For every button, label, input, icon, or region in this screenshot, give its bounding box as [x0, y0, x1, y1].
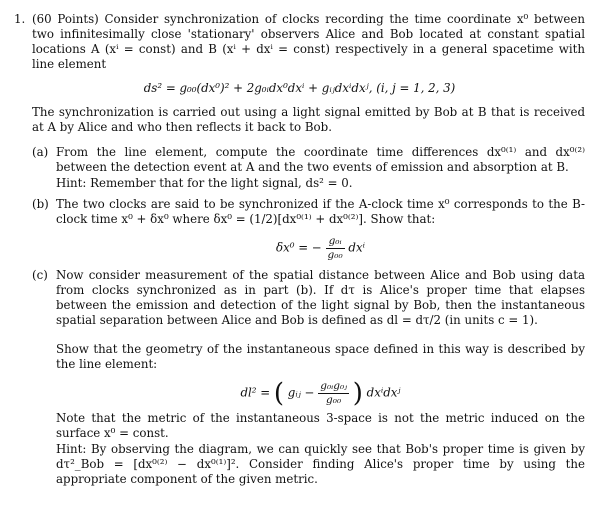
part-b-fraction — [326, 235, 345, 262]
question-number: 1. — [14, 12, 26, 26]
part-c-eq-rhs: dxⁱdxʲ — [366, 385, 401, 400]
question-intro: (60 Points) Consider synchronization of clocks recording the time coordinate x⁰ between two infinitesimally close 'stationary' observers Alice and Bob located at constant spatial locations A (xⁱ = const) and B (xⁱ + dxⁱ = const) respectively in a general spacetime with line element — [32, 12, 585, 71]
part-c-show-text: Show that the geometry of the instantaneous space defined in this way is described by the line element: — [56, 342, 585, 371]
part-c-eq-lhs: dl² = — [240, 385, 271, 400]
part-c-note: Note that the metric of the instantaneous 3-space is not the metric induced on the surface x⁰ = const. — [56, 411, 585, 440]
right-paren: ) — [352, 378, 363, 409]
part-b-eq-lhs: δx⁰ = − — [276, 240, 322, 255]
part-b-text: The two clocks are said to be synchronized if the A-clock time x⁰ corresponds to the B-clock time x⁰ + δx⁰ where δx⁰ = (1/2)[dx⁰⁽¹⁾ + dx⁰⁽²⁾]. Show that: — [56, 197, 585, 226]
part-c — [32, 268, 585, 487]
part-c-hint: Hint: By observing the diagram, we can quickly see that Bob's proper time is given by dτ²_Bob = [dx⁰⁽²⁾ − dx⁰⁽¹⁾]². Consider finding Alice's proper time by using the appropriate component of the given metric. — [56, 442, 585, 486]
part-c-text: Now consider measurement of the spatial distance between Alice and Bob using data from clocks synchronized as in part (b). If dτ is Alice's proper time that elapses between the emission and detection of the light signal by Bob, then the instantaneous spatial separation between Alice and Bob is defined as dl = dτ/2 (in units c = 1). — [56, 268, 585, 327]
part-c-eq-g: gᵢⱼ − — [287, 385, 315, 400]
parts-list — [32, 145, 585, 487]
part-b-eq-rhs: dxⁱ — [348, 240, 365, 255]
part-c-label: (c) — [32, 268, 48, 282]
part-b — [32, 197, 585, 262]
part-b-fraction-num: g₀ᵢ — [326, 235, 345, 249]
part-a-hint: Hint: Remember that for the light signal, ds² = 0. — [56, 176, 353, 190]
part-c-fraction-num: g₀ᵢg₀ⱼ — [320, 380, 347, 392]
part-b-equation — [56, 235, 585, 262]
left-paren: ( — [273, 378, 285, 409]
synchronization-text: The synchronization is carried out using a light signal emitted by Bob at B that is received at A by Alice and who then reflects it back to Bob. — [32, 105, 585, 134]
part-c-fraction — [318, 380, 349, 407]
part-b-label: (b) — [32, 197, 49, 211]
part-c-equation — [56, 380, 585, 407]
part-a-text: From the line element, compute the coordinate time differences dx⁰⁽¹⁾ and dx⁰⁽²⁾ between the detection event at A and the two events of emission and absorption at B. — [56, 145, 585, 174]
question-1 — [14, 12, 585, 135]
part-a — [32, 145, 585, 191]
part-c-fraction-den: g₀₀ — [326, 394, 342, 406]
part-b-fraction-den: g₀₀ — [327, 249, 343, 261]
line-element-equation: ds² = g₀₀(dx⁰)² + 2g₀ᵢdx⁰dxⁱ + gᵢⱼdxⁱdxʲ, (i, j = 1, 2, 3) — [143, 81, 456, 95]
part-a-label: (a) — [32, 145, 49, 159]
